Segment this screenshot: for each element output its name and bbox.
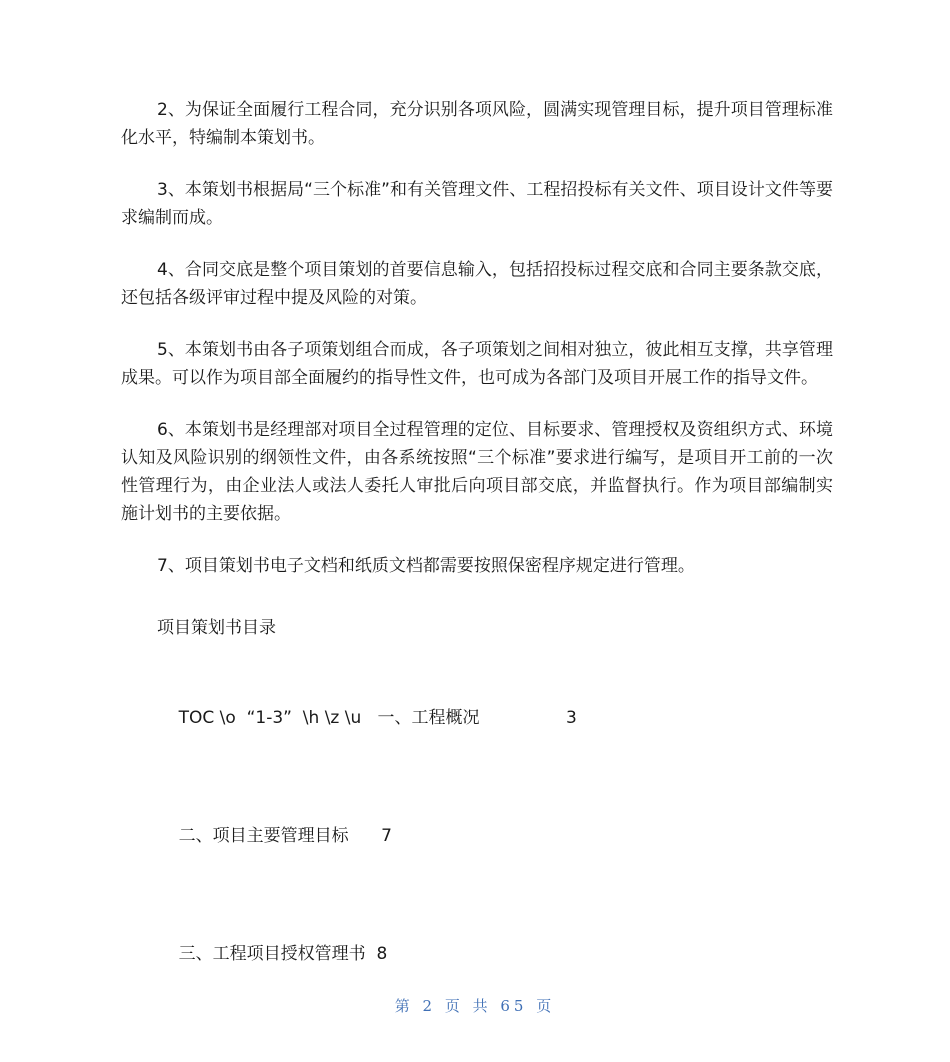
paragraph-2: 2、为保证全面履行工程合同，充分识别各项风险，圆满实现管理目标，提升项目管理标准化水平，特编制本策划书。: [121, 100, 833, 148]
toc-entry-title: 二、项目主要管理目标: [178, 826, 349, 846]
document-body: [121, 96, 833, 1030]
toc-entry-3[interactable]: [121, 912, 833, 996]
footer-current-page: 2: [422, 997, 437, 1015]
toc-entry-page: 7: [381, 826, 392, 846]
toc-entry-title: 三、工程项目授权管理书: [178, 944, 366, 964]
toc-entry-page: 3: [565, 708, 577, 728]
paragraph-3: 3、本策划书根据局“三个标准”和有关管理文件、工程招投标有关文件、项目设计文件等要求编制而成。: [121, 180, 833, 228]
toc-entry-2[interactable]: [121, 794, 833, 878]
toc-entry-page: 8: [376, 944, 388, 964]
toc-entry-title: 一、工程概况: [377, 708, 480, 728]
paragraph-5: 5、本策划书由各子项策划组合而成，各子项策划之间相对独立，彼此相互支撑，共享管理成果。可以作为项目部全面履约的指导性文件，也可成为各部门及项目开展工作的指导文件。: [121, 340, 833, 388]
toc-heading: 项目策划书目录: [157, 618, 276, 638]
footer-middle: 页 共: [444, 997, 492, 1015]
page-footer: [0, 995, 950, 1016]
toc-entry-1[interactable]: [121, 676, 833, 760]
paragraph-7: 7、项目策划书电子文档和纸质文档都需要按照保密程序规定进行管理。: [157, 556, 695, 576]
toc-field-code: TOC \o “1-3” \h \z \u: [178, 708, 378, 728]
paragraph-4: 4、合同交底是整个项目策划的首要信息输入，包括招投标过程交底和合同主要条款交底，还包括各级评审过程中提及风险的对策。: [121, 260, 833, 308]
footer-prefix: 第: [394, 997, 414, 1015]
footer-suffix: 页: [536, 997, 556, 1015]
footer-total-pages: 65: [500, 997, 528, 1015]
paragraph-6: 6、本策划书是经理部对项目全过程管理的定位、目标要求、管理授权及资组织方式、环境认知及风险识别的纲领性文件，由各系统按照“三个标准”要求进行编写，是项目开工前的一次性管理行为，由企业法人或法人委托人审批后向项目部交底，并监督执行。作为项目部编制实施计划书的主要依据。: [121, 420, 833, 524]
